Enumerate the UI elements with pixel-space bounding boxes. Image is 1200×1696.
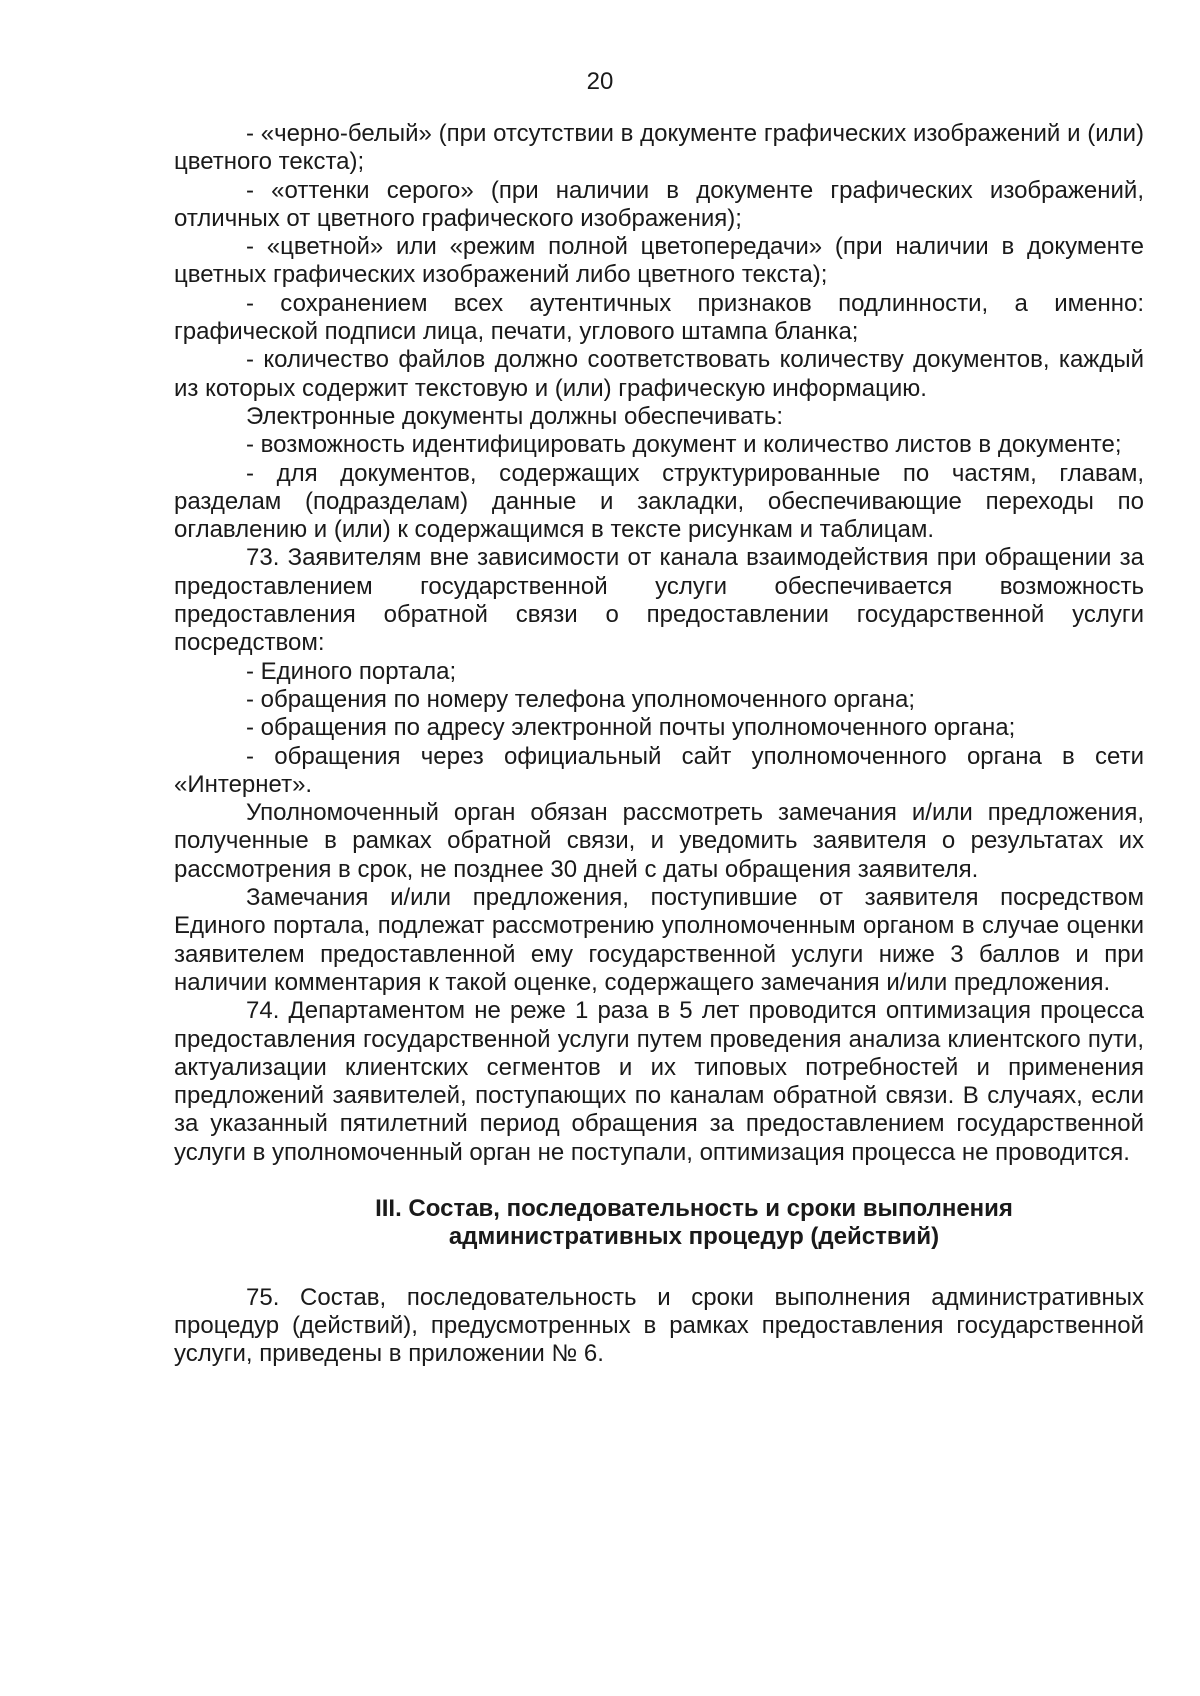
section-heading-line1: III. Состав, последовательность и сроки выполнения [375, 1194, 1013, 1222]
paragraph-edocs-intro: Электронные документы должны обеспечивать: [246, 402, 784, 430]
paragraph-structured-docs: - для документов, содержащих структурированные по частям, главам, разделам (подразделам) данные и закладки, обеспечивающие переходы по оглавлению и (или) к содержащимся в тексте рисункам и таблицам. [174, 459, 1144, 544]
section-heading-line2: административных процедур (действий) [448, 1223, 940, 1251]
paragraph-grayscale-mode: - «оттенки серого» (при наличии в документе графических изображений, отличных от цветного графического изображения); [174, 176, 1144, 232]
page-number: 20 [586, 68, 614, 95]
paragraph-73: 73. Заявителям вне зависимости от канала взаимодействия при обращении за предоставлением государственной услуги обеспечивается возможность предоставления обратной связи о предоставлении государственной услуги посредством: [174, 544, 1144, 657]
paragraph-unified-portal: - Единого портала; [246, 657, 457, 685]
paragraph-bw-mode: - «черно-белый» (при отсутствии в документе графических изображений и (или) цветного текста); [174, 120, 1144, 176]
paragraph-74: 74. Департаментом не реже 1 раза в 5 лет проводится оптимизация процесса предоставления государственной услуги путем проведения анализа клиентского пути, актуализации клиентских сегментов и их типовых потребностей и применения предложений заявителей, поступающих по каналам обратной связи. В случаях, если за указанный пятилетний период обращения за предоставлением государственной услуги в уполномоченный орган не поступали, оптимизация процесса не проводится. [174, 997, 1144, 1166]
paragraph-identify-document: - возможность идентифицировать документ и количество листов в документе; [246, 431, 1122, 459]
paragraph-portal-remarks: Замечания и/или предложения, поступившие от заявителя посредством Единого портала, подлежат рассмотрению уполномоченным органом в случае оценки заявителем предоставленной ему государственной услуги ниже 3 баллов и при наличии комментария к такой оценке, содержащего замечания и/или предложения. [174, 884, 1144, 996]
paragraph-file-count: - количество файлов должно соответствовать количеству документов, каждый из которых содержит текстовую и (или) графическую информацию. [174, 346, 1144, 402]
paragraph-review-obligation: Уполномоченный орган обязан рассмотреть замечания и/или предложения, полученные в рамках обратной связи, и уведомить заявителя о результатах их рассмотрения в срок, не позднее 30 дней с даты обращения заявителя. [174, 799, 1144, 883]
paragraph-authenticity: - сохранением всех аутентичных признаков подлинности, а именно: графической подписи лица, печати, углового штампа бланка; [174, 289, 1144, 346]
document-body [174, 120, 1144, 1368]
paragraph-color-mode: - «цветной» или «режим полной цветопередачи» (при наличии в документе цветных графических изображений либо цветного текста); [174, 233, 1144, 289]
section-heading [174, 1195, 1144, 1252]
paragraph-phone: - обращения по номеру телефона уполномоченного органа; [246, 685, 916, 713]
paragraph-website: - обращения через официальный сайт уполномоченного органа в сети «Интернет». [174, 742, 1144, 798]
paragraph-email: - обращения по адресу электронной почты уполномоченного органа; [246, 714, 1016, 742]
paragraph-75: 75. Состав, последовательность и сроки выполнения административных процедур (действий), предусмотренных в рамках предоставления государственной услуги, приведены в приложении № 6. [174, 1283, 1144, 1368]
